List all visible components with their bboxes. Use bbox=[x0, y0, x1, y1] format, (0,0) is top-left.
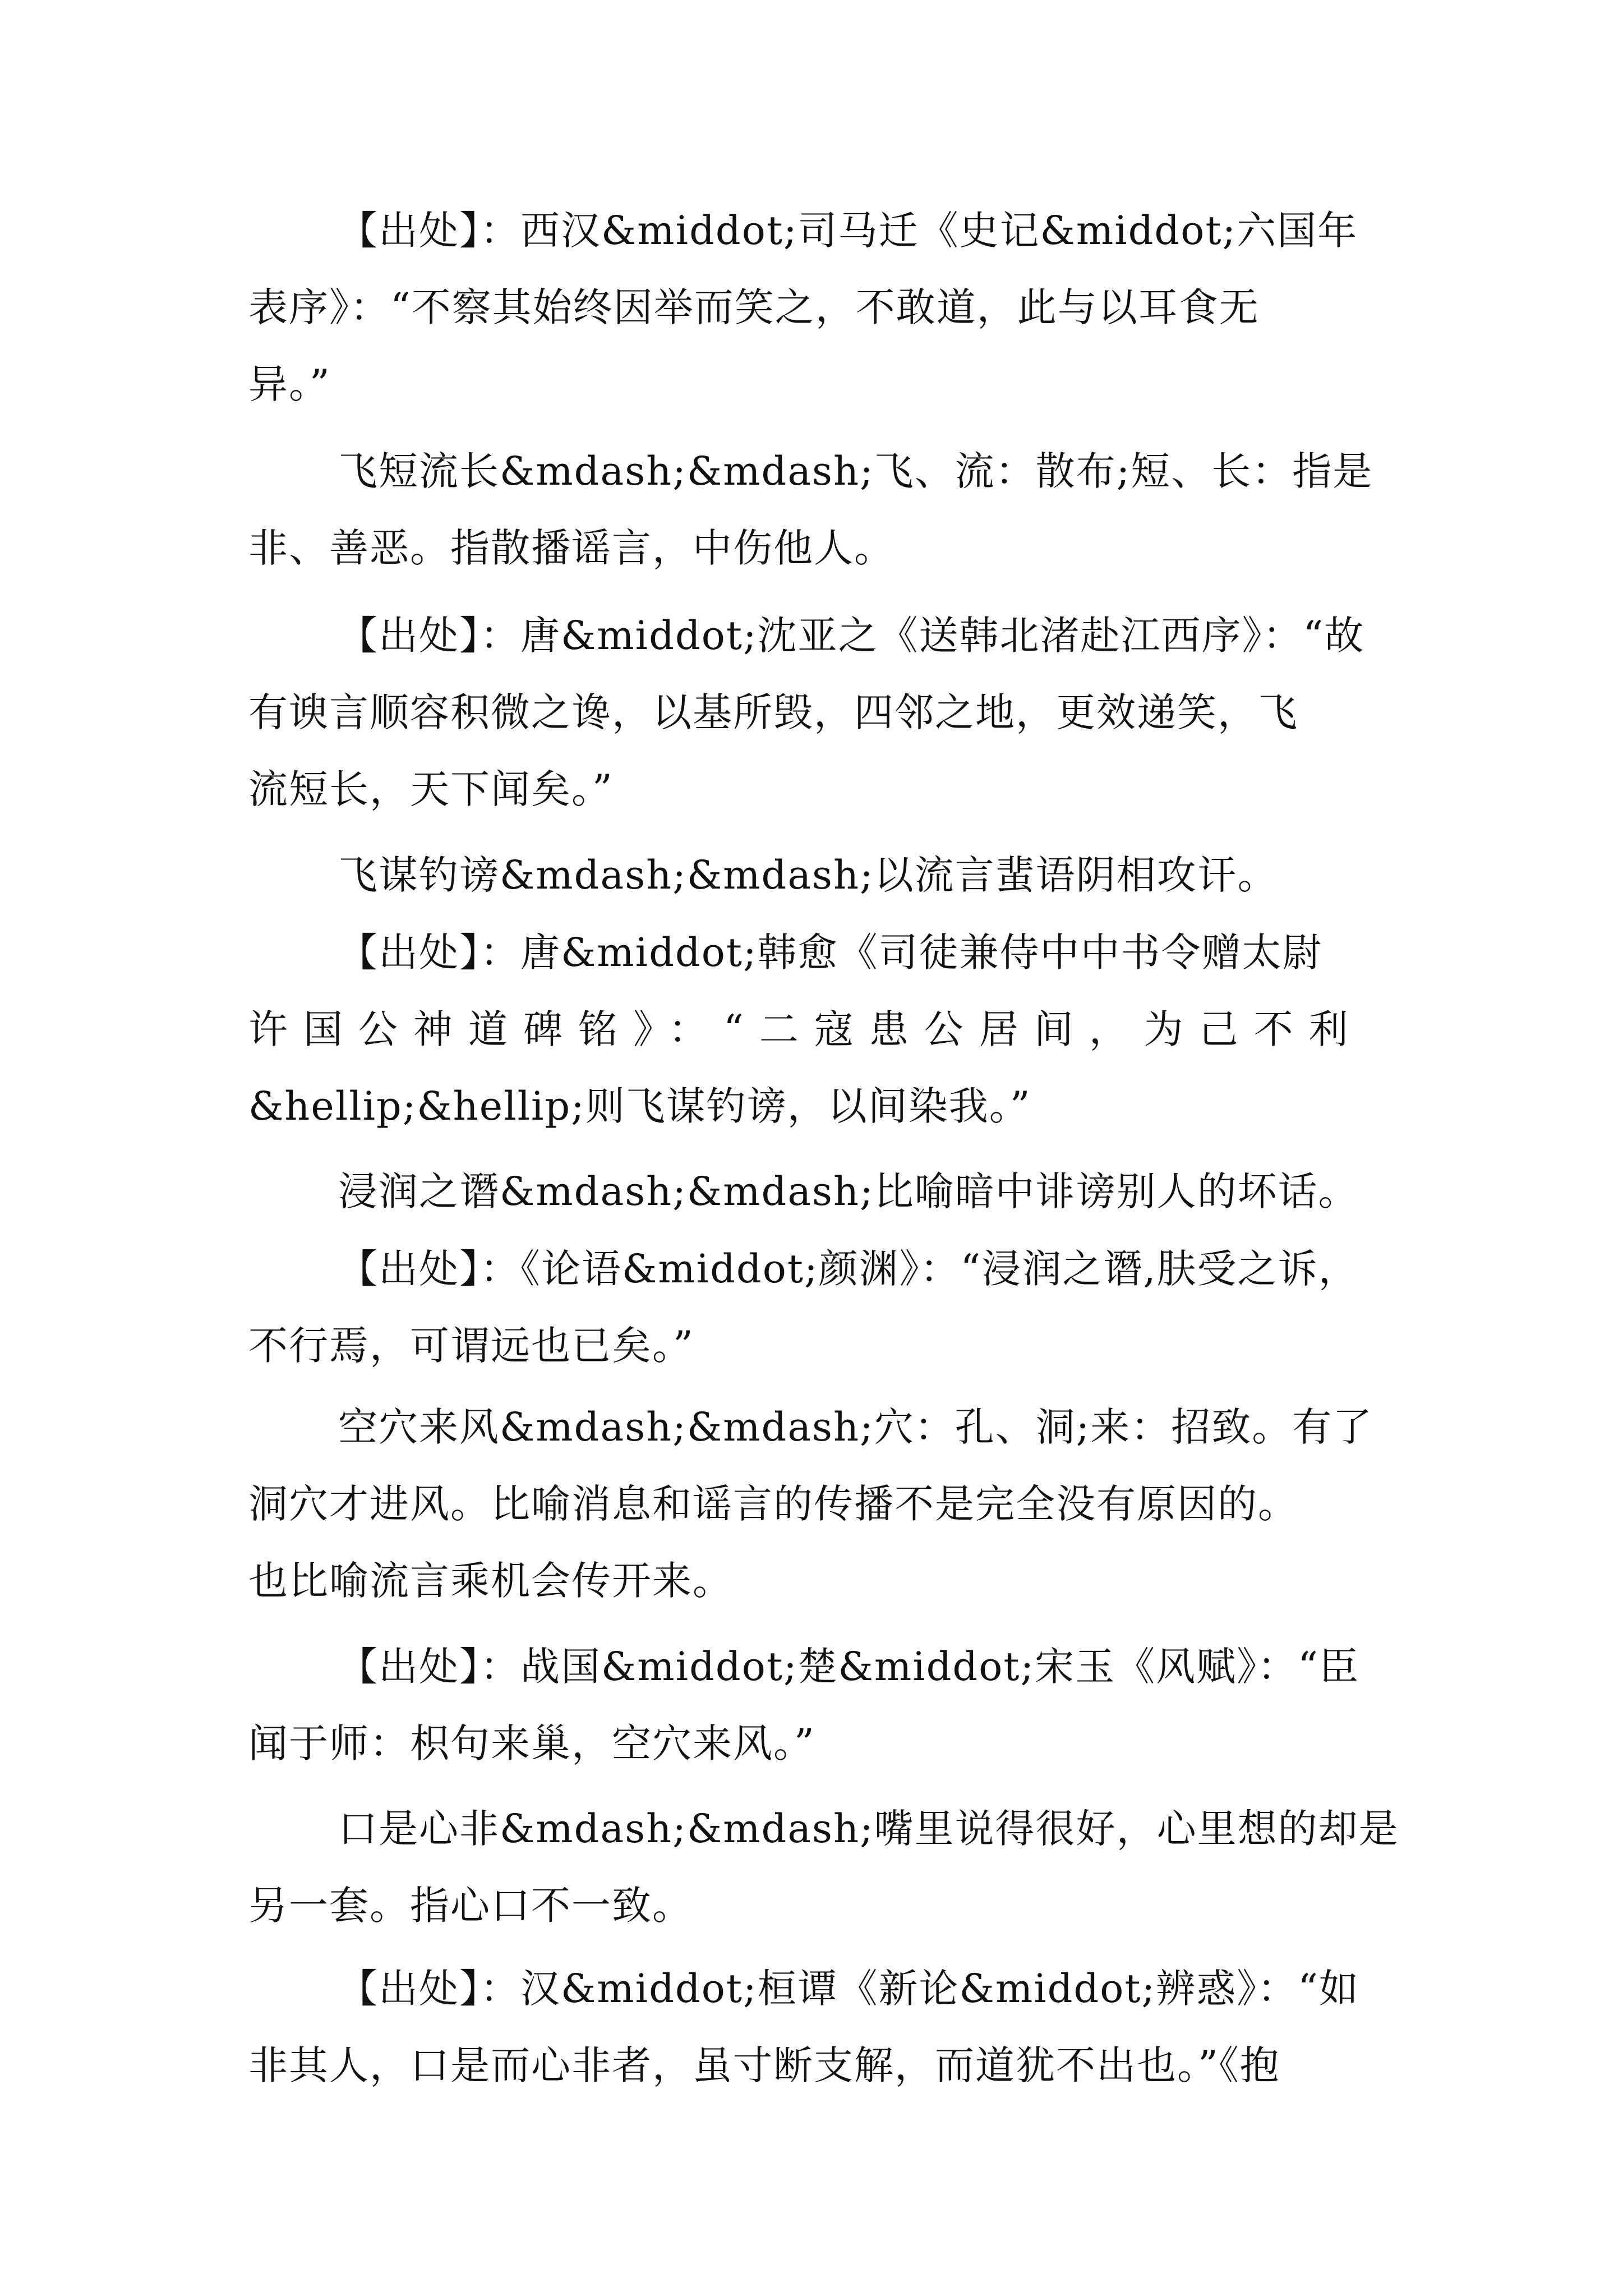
text-line: 非其人，口是而心非者，虽寸断支解，而道犹不出也。”《抱 bbox=[248, 2042, 1280, 2088]
text-line: 飞短流长&mdash;&mdash;飞、流：散布;短、长：指是 bbox=[338, 448, 1373, 494]
text-line: &hellip;&hellip;则飞谋钓谤，以间染我。” bbox=[248, 1083, 1031, 1129]
source-paragraph bbox=[248, 914, 1393, 1145]
idiom-paragraph bbox=[248, 1153, 1393, 1230]
text-line: 【出处】：战国&middot;楚&middot;宋玉《风赋》：“臣 bbox=[338, 1644, 1359, 1690]
text-line: 异。” bbox=[248, 361, 331, 407]
text-line: 洞穴才进风。比喻消息和谣言的传播不是完全没有原因的。 bbox=[248, 1481, 1298, 1527]
text-line: 【出处】：唐&middot;沈亚之《送韩北渚赴江西序》：“故 bbox=[338, 613, 1365, 659]
text-line: 闻于师：枳句来巢，空穴来风。” bbox=[248, 1720, 815, 1766]
text-line: 不行焉，可谓远也已矣。” bbox=[248, 1323, 694, 1369]
source-paragraph bbox=[248, 597, 1393, 828]
text-line: 口是心非&mdash;&mdash;嘴里说得很好，心里想的却是 bbox=[338, 1806, 1399, 1852]
text-line: 表序》：“不察其始终因举而笑之，不敢道，此与以耳食无 bbox=[248, 284, 1260, 330]
idiom-paragraph bbox=[248, 433, 1393, 587]
text-line: 有谀言顺容积微之谗，以基所毁，四邻之地，更效递笑，飞 bbox=[248, 689, 1298, 735]
text-line: 许国公神道碑铭》：“二寇患公居间，为己不利 bbox=[248, 1006, 1364, 1052]
text-line: 【出处】：《论语&middot;颜渊》：“浸润之谮,肤受之诉， bbox=[338, 1246, 1359, 1292]
text-line: 浸润之谮&mdash;&mdash;比喻暗中诽谤别人的坏话。 bbox=[338, 1168, 1359, 1214]
idiom-paragraph bbox=[248, 1389, 1393, 1619]
source-paragraph bbox=[248, 1628, 1393, 1782]
text-line: 空穴来风&mdash;&mdash;穴：孔、洞;来：招致。有了 bbox=[338, 1404, 1373, 1450]
text-line: 流短长，天下闻矣。” bbox=[248, 766, 614, 812]
idiom-paragraph bbox=[248, 1791, 1399, 1944]
idiom-paragraph bbox=[248, 837, 1393, 914]
source-paragraph bbox=[248, 1231, 1393, 1384]
text-line: 【出处】：唐&middot;韩愈《司徒兼侍中中书令赠太尉 bbox=[338, 930, 1323, 976]
text-line: 【出处】：西汉&middot;司马迁《史记&middot;六国年 bbox=[338, 208, 1358, 254]
source-paragraph bbox=[248, 192, 1393, 423]
source-paragraph bbox=[248, 1950, 1393, 2104]
text-line: 飞谋钓谤&mdash;&mdash;以流言蜚语阴相攻讦。 bbox=[338, 852, 1278, 898]
text-line: 也比喻流言乘机会传开来。 bbox=[248, 1558, 733, 1604]
text-line: 【出处】：汉&middot;桓谭《新论&middot;辨惑》：“如 bbox=[338, 1966, 1359, 2012]
text-line: 另一套。指心口不一致。 bbox=[248, 1883, 693, 1929]
text-line: 非、善恶。指散播谣言，中伤他人。 bbox=[248, 525, 895, 571]
